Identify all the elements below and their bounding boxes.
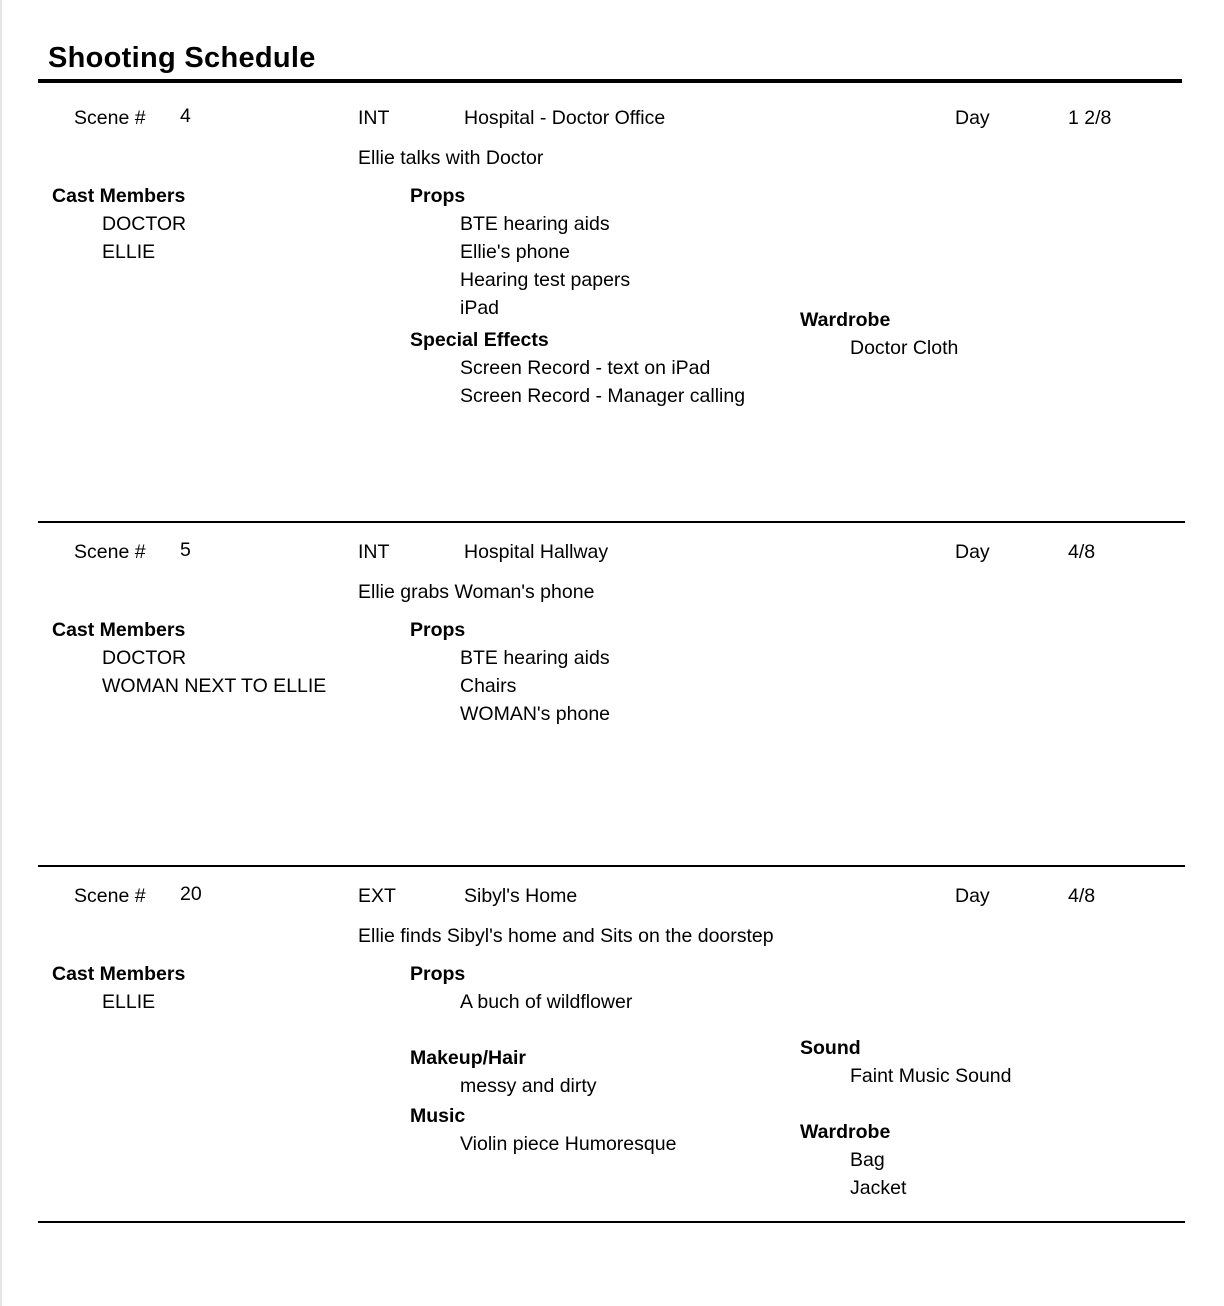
scene-number: 4 <box>180 105 191 127</box>
time-of-day: Day <box>955 885 990 907</box>
prop-item: Hearing test papers <box>460 269 631 291</box>
special-effect-item: Screen Record - Manager calling <box>460 385 746 407</box>
prop-item: iPad <box>460 297 500 319</box>
cast-item: DOCTOR <box>102 647 187 669</box>
special-effects-section <box>410 329 745 413</box>
cast-item: WOMAN NEXT TO ELLIE <box>102 675 327 697</box>
scene-number: 5 <box>180 539 191 561</box>
music-item: Violin piece Humoresque <box>460 1133 677 1155</box>
int-ext: INT <box>358 541 390 563</box>
scene-location: Sibyl's Home <box>464 885 578 907</box>
scene-number-label: Scene # <box>74 541 146 563</box>
props-heading: Props <box>410 185 466 207</box>
time-of-day: Day <box>955 107 990 129</box>
makeup-hair-section <box>410 1047 597 1103</box>
cast-heading: Cast Members <box>52 185 186 207</box>
page-count: 4/8 <box>1068 885 1096 907</box>
sound-section <box>800 1037 1012 1093</box>
scene-divider <box>38 865 1185 867</box>
scene-description: Ellie finds Sibyl's home and Sits on the doorstep <box>358 925 774 947</box>
prop-item: Chairs <box>460 675 517 697</box>
scene-number-label: Scene # <box>74 107 146 129</box>
music-section <box>410 1105 676 1161</box>
cast-item: ELLIE <box>102 241 156 263</box>
scene-number: 20 <box>180 883 202 905</box>
page-count: 4/8 <box>1068 541 1096 563</box>
prop-item: A buch of wildflower <box>460 991 633 1013</box>
wardrobe-item: Jacket <box>850 1177 907 1199</box>
special-effect-item: Screen Record - text on iPad <box>460 357 711 379</box>
cast-item: ELLIE <box>102 991 156 1013</box>
page-edge <box>0 0 2 1306</box>
sound-heading: Sound <box>800 1037 861 1059</box>
sound-item: Faint Music Sound <box>850 1065 1012 1087</box>
prop-item: WOMAN's phone <box>460 703 611 725</box>
props-section <box>410 963 632 1019</box>
scene-divider <box>38 1221 1185 1223</box>
props-heading: Props <box>410 963 466 985</box>
wardrobe-item: Doctor Cloth <box>850 337 959 359</box>
scene-description: Ellie grabs Woman's phone <box>358 581 595 603</box>
makeup-hair-item: messy and dirty <box>460 1075 597 1097</box>
wardrobe-heading: Wardrobe <box>800 1121 891 1143</box>
cast-heading: Cast Members <box>52 963 186 985</box>
scene-number-label: Scene # <box>74 885 146 907</box>
scene-divider <box>38 521 1185 523</box>
prop-item: Ellie's phone <box>460 241 570 263</box>
prop-item: BTE hearing aids <box>460 213 610 235</box>
page-count: 1 2/8 <box>1068 107 1112 129</box>
cast-section <box>52 963 185 1019</box>
special-effects-heading: Special Effects <box>410 329 549 351</box>
cast-heading: Cast Members <box>52 619 186 641</box>
cast-section <box>52 619 326 703</box>
int-ext: EXT <box>358 885 396 907</box>
makeup-hair-heading: Makeup/Hair <box>410 1047 526 1069</box>
wardrobe-section <box>800 1121 906 1205</box>
scene-description: Ellie talks with Doctor <box>358 147 544 169</box>
title-rule <box>38 79 1182 83</box>
prop-item: BTE hearing aids <box>460 647 610 669</box>
wardrobe-heading: Wardrobe <box>800 309 891 331</box>
props-section <box>410 619 610 731</box>
cast-item: DOCTOR <box>102 213 187 235</box>
props-section <box>410 185 630 325</box>
props-heading: Props <box>410 619 466 641</box>
wardrobe-section <box>800 309 958 365</box>
int-ext: INT <box>358 107 390 129</box>
scene-location: Hospital - Doctor Office <box>464 107 666 129</box>
page-title: Shooting Schedule <box>48 42 316 74</box>
wardrobe-item: Bag <box>850 1149 885 1171</box>
cast-section <box>52 185 186 269</box>
scene-location: Hospital Hallway <box>464 541 609 563</box>
time-of-day: Day <box>955 541 990 563</box>
music-heading: Music <box>410 1105 466 1127</box>
